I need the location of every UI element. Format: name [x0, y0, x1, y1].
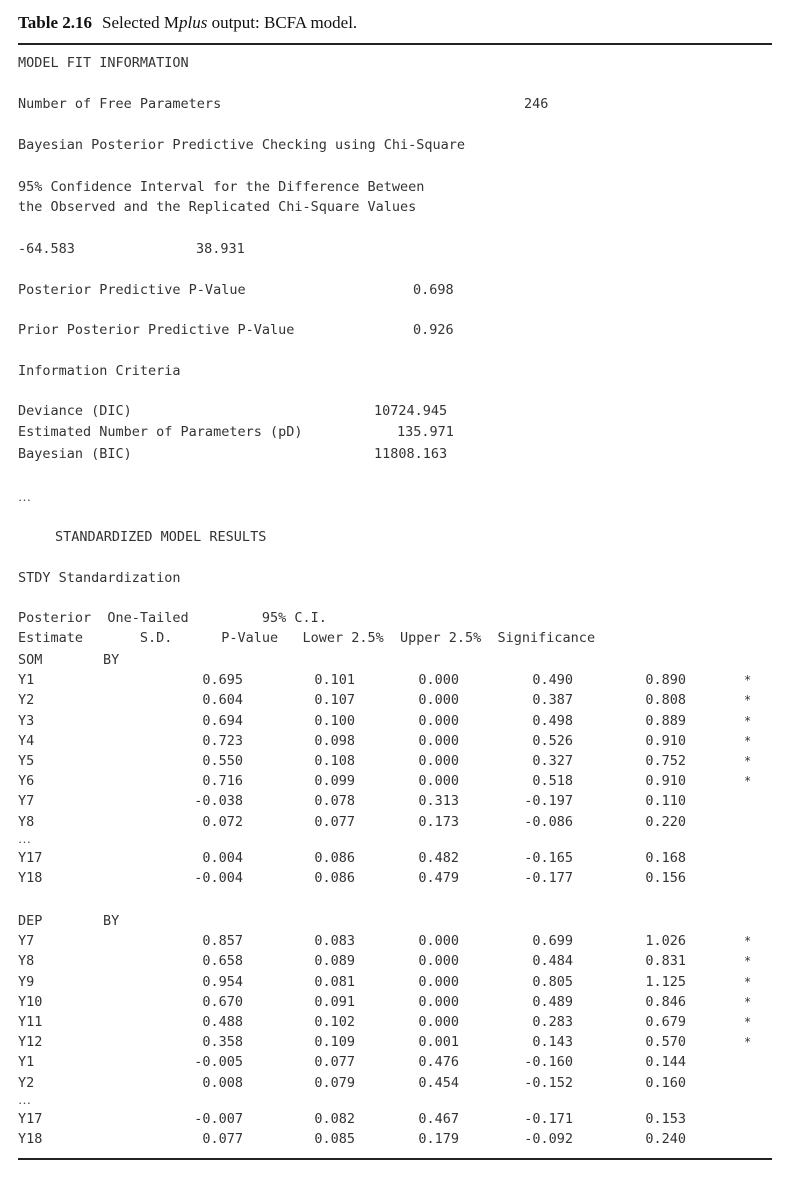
table-cell: 0.000: [418, 1014, 459, 1030]
row-label: Y1: [18, 672, 35, 689]
rows-ellipsis: …: [18, 1091, 31, 1107]
table-cell: 0.805: [532, 973, 573, 990]
table-cell: 0.498: [532, 712, 573, 729]
table-cell: 0.000: [418, 973, 459, 990]
table-cell: 1.125: [645, 973, 686, 990]
row-label: Y18: [18, 1131, 43, 1147]
table-cell: 0.000: [418, 953, 459, 970]
table-cell: 0.327: [532, 753, 573, 769]
caption-text-post: output: BCFA model.: [207, 13, 358, 32]
table-cell: 0.467: [418, 1110, 459, 1127]
table-cell: 0.723: [202, 732, 243, 749]
table-cell: 0.808: [645, 692, 686, 709]
table-cell: 0.699: [532, 933, 573, 950]
row-label: Y11: [18, 1014, 43, 1030]
table-cell: 0.283: [532, 1014, 573, 1030]
significance-star: *: [744, 1035, 752, 1050]
significance-star: *: [744, 1015, 752, 1029]
row-label: Y2: [18, 692, 35, 709]
table-cell: 0.086: [314, 849, 355, 866]
table-cell: 0.526: [532, 732, 573, 749]
table-cell: 0.082: [314, 1110, 355, 1127]
table-cell: 0.240: [645, 1131, 686, 1147]
table-cell: 0.078: [314, 793, 355, 810]
table-cell: 0.091: [314, 993, 355, 1010]
table-cell: 0.954: [202, 973, 243, 990]
significance-star: *: [744, 754, 752, 768]
ppp-label: Posterior Predictive P-Value: [18, 282, 246, 298]
table-cell: 0.889: [645, 712, 686, 729]
table-cell: -0.004: [194, 870, 243, 886]
table-cell: 0.072: [202, 813, 243, 830]
table-cell: 0.695: [202, 672, 243, 689]
table-cell: -0.092: [524, 1131, 573, 1147]
table-cell: 0.079: [314, 1074, 355, 1091]
fit-heading: MODEL FIT INFORMATION: [18, 55, 189, 71]
bic-value: 11808.163: [374, 446, 448, 462]
ppc-heading: Bayesian Posterior Predictive Checking using Chi-Square: [18, 137, 466, 153]
row-label: Y18: [18, 870, 43, 886]
table-cell: 0.179: [418, 1131, 459, 1147]
table-cell: 0.604: [202, 692, 243, 709]
table-cell: 0.107: [314, 692, 355, 709]
table-cell: 0.102: [314, 1014, 355, 1030]
row-label: Y12: [18, 1034, 43, 1051]
dic-value: 10724.945: [374, 403, 448, 419]
row-label: Y7: [18, 793, 35, 810]
table-cell: 0.857: [202, 933, 243, 950]
table-cell: 0.220: [645, 813, 686, 830]
table-cell: 0.081: [314, 973, 355, 990]
table-cell: 0.086: [314, 870, 355, 886]
table-cell: 0.846: [645, 993, 686, 1010]
ci-line-1: 95% Confidence Interval for the Difference Between: [18, 179, 425, 195]
row-label: Y8: [18, 813, 35, 830]
significance-star: *: [744, 673, 752, 688]
table-cell: 0.000: [418, 933, 459, 950]
free-params-value: 246: [524, 96, 549, 112]
table-cell: 0.008: [202, 1074, 243, 1091]
table-cell: 0.001: [418, 1034, 459, 1051]
table-cell: 0.479: [418, 870, 459, 886]
ic-heading: Information Criteria: [18, 363, 181, 379]
table-cell: -0.160: [524, 1054, 573, 1071]
table-cell: 0.160: [645, 1074, 686, 1091]
row-label: Y4: [18, 732, 35, 749]
table-cell: 0.156: [645, 870, 686, 886]
row-label: Y8: [18, 953, 35, 970]
table-cell: 0.488: [202, 1014, 243, 1030]
table-cell: 0.108: [314, 753, 355, 769]
significance-star: *: [744, 974, 752, 989]
row-label: Y17: [18, 849, 43, 866]
table-cell: 0.099: [314, 773, 355, 790]
row-label: Y17: [18, 1110, 43, 1127]
row-label: Y2: [18, 1074, 35, 1091]
significance-star: *: [744, 774, 752, 789]
std-heading: STANDARDIZED MODEL RESULTS: [55, 529, 267, 545]
table-cell: 0.173: [418, 813, 459, 830]
table-cell: 0.168: [645, 849, 686, 866]
dic-label: Deviance (DIC): [18, 403, 132, 419]
bic-label: Bayesian (BIC): [18, 446, 132, 462]
row-label: Y7: [18, 933, 35, 950]
free-params-label: Number of Free Parameters: [18, 96, 222, 112]
table-cell: 0.000: [418, 773, 459, 790]
table-cell: 0.313: [418, 793, 459, 810]
table-cell: 0.100: [314, 712, 355, 729]
factor-label: SOM: [18, 652, 43, 668]
table-cell: 0.489: [532, 993, 573, 1010]
std-sub-heading: STDY Standardization: [18, 570, 181, 586]
significance-star: *: [744, 954, 752, 969]
table-cell: 0.518: [532, 773, 573, 790]
table-cell: 0.004: [202, 849, 243, 866]
table-number: Table 2.16: [18, 13, 93, 32]
table-cell: 0.000: [418, 672, 459, 689]
table-cell: 0.910: [645, 773, 686, 790]
ppp-value: 0.698: [413, 282, 454, 298]
caption-text-pre: Selected M: [102, 13, 179, 32]
table-cell: -0.005: [194, 1054, 243, 1071]
bottom-rule: [18, 1158, 772, 1160]
table-cell: 0.454: [418, 1074, 459, 1091]
pd-value: 135.971: [397, 424, 454, 440]
table-cell: -0.171: [524, 1110, 573, 1127]
table-cell: 0.387: [532, 692, 573, 709]
table-cell: 0.550: [202, 753, 243, 769]
table-cell: 0.143: [532, 1034, 573, 1051]
table-cell: 0.083: [314, 933, 355, 950]
table-cell: 0.077: [202, 1131, 243, 1147]
pppp-label: Prior Posterior Predictive P-Value: [18, 322, 295, 338]
fit-ellipsis: …: [18, 489, 31, 504]
table-cell: -0.038: [194, 793, 243, 810]
table-cell: 0.658: [202, 953, 243, 970]
table-cell: -0.197: [524, 793, 573, 810]
table-cell: 0.484: [532, 953, 573, 970]
table-cell: 0.000: [418, 732, 459, 749]
table-cell: 0.752: [645, 753, 686, 769]
table-cell: 0.098: [314, 732, 355, 749]
table-cell: 1.026: [645, 933, 686, 950]
table-cell: -0.177: [524, 870, 573, 886]
table-cell: 0.000: [418, 692, 459, 709]
table-cell: 0.482: [418, 849, 459, 866]
by-keyword: BY: [103, 652, 120, 668]
table-cell: 0.890: [645, 672, 686, 689]
significance-star: *: [744, 733, 752, 748]
row-label: Y6: [18, 773, 35, 790]
significance-star: *: [744, 934, 752, 949]
row-label: Y3: [18, 712, 35, 729]
column-header-1: Posterior One-Tailed 95% C.I.: [18, 610, 327, 626]
significance-star: *: [744, 693, 752, 708]
row-label: Y5: [18, 753, 35, 769]
table-cell: 0.109: [314, 1034, 355, 1051]
table-cell: 0.077: [314, 1054, 355, 1071]
table-cell: 0.670: [202, 993, 243, 1010]
caption-text-italic: plus: [178, 13, 208, 32]
table-cell: 0.910: [645, 732, 686, 749]
table-cell: 0.716: [202, 773, 243, 790]
table-cell: 0.101: [314, 672, 355, 689]
table-cell: 0.089: [314, 953, 355, 970]
table-cell: 0.000: [418, 993, 459, 1010]
table-cell: 0.085: [314, 1131, 355, 1147]
row-label: Y1: [18, 1054, 35, 1071]
table-cell: -0.152: [524, 1074, 573, 1091]
factor-label: DEP: [18, 913, 43, 929]
significance-star: *: [744, 994, 752, 1009]
by-keyword: BY: [103, 913, 120, 929]
top-rule: [18, 43, 772, 45]
ci-low-value: -64.583: [18, 241, 75, 257]
table-cell: 0.694: [202, 712, 243, 729]
ci-high-value: 38.931: [196, 241, 245, 257]
table-cell: 0.831: [645, 953, 686, 970]
significance-star: *: [744, 713, 752, 728]
table-cell: 0.570: [645, 1034, 686, 1051]
pppp-value: 0.926: [413, 322, 454, 338]
table-cell: 0.153: [645, 1110, 686, 1127]
table-cell: 0.144: [645, 1054, 686, 1071]
table-cell: 0.000: [418, 753, 459, 769]
table-cell: -0.165: [524, 849, 573, 866]
table-cell: 0.077: [314, 813, 355, 830]
row-label: Y9: [18, 973, 35, 990]
table-cell: -0.086: [524, 813, 573, 830]
table-cell: 0.490: [532, 672, 573, 689]
rows-ellipsis: …: [18, 830, 31, 846]
pd-label: Estimated Number of Parameters (pD): [18, 424, 303, 440]
row-label: Y10: [18, 993, 43, 1010]
table-caption: [18, 13, 357, 33]
column-header-2: Estimate S.D. P-Value Lower 2.5% Upper 2.5% Significance: [18, 630, 596, 646]
table-cell: 0.679: [645, 1014, 686, 1030]
table-cell: -0.007: [194, 1110, 243, 1127]
table-cell: 0.110: [645, 793, 686, 810]
table-cell: 0.358: [202, 1034, 243, 1051]
table-cell: 0.476: [418, 1054, 459, 1071]
table-cell: 0.000: [418, 712, 459, 729]
ci-line-2: the Observed and the Replicated Chi-Square Values: [18, 199, 417, 215]
